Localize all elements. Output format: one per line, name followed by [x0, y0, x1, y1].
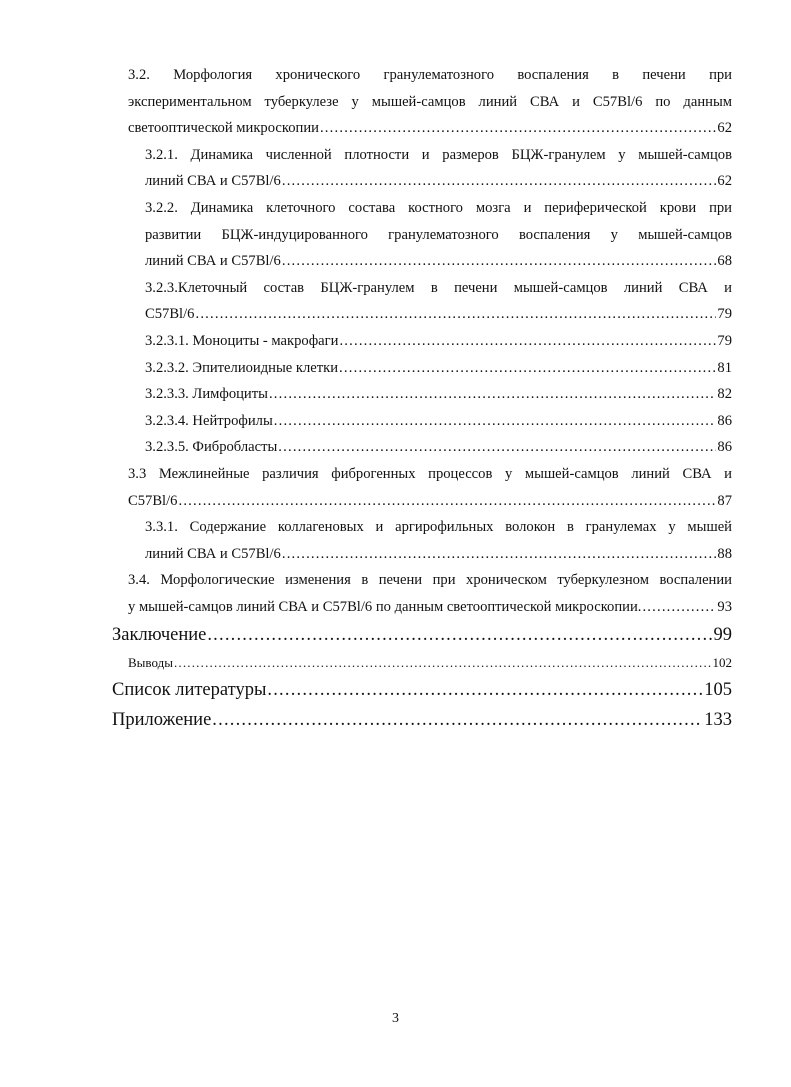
toc-page-number: 87 — [717, 492, 732, 509]
toc-last-line — [112, 675, 732, 705]
toc-line: 3.2.1. Динамика численной плотности и размеров БЦЖ-гранулем у мышей-самцов — [145, 146, 732, 163]
toc-entry-references[interactable] — [112, 675, 732, 705]
toc-line: 3.2.3.5. Фибробласты — [145, 439, 278, 456]
toc-last-line — [145, 328, 732, 355]
toc-page-number: 133 — [704, 710, 732, 731]
toc-entry-conclusion[interactable] — [112, 620, 732, 650]
toc-page-number: 86 — [717, 439, 732, 456]
toc-last-line — [145, 408, 732, 435]
toc-page-number: 99 — [713, 625, 732, 646]
toc-page-number: 62 — [717, 173, 732, 190]
toc-line: линий СВА и C57Bl/6 — [145, 253, 281, 270]
toc-last-line — [112, 705, 732, 735]
toc-page-number: 105 — [704, 680, 732, 701]
toc-page-number: 81 — [717, 359, 732, 376]
dot-leader — [269, 381, 716, 408]
toc-line: Список литературы — [112, 680, 267, 701]
toc-last-line — [128, 115, 732, 142]
toc-entry-findings[interactable] — [112, 650, 732, 675]
dot-leader — [207, 620, 712, 650]
toc-last-line — [128, 488, 732, 515]
toc-page-number: 102 — [712, 655, 732, 671]
dot-leader — [274, 408, 717, 435]
toc-page-number: 82 — [717, 386, 732, 403]
toc-entry-3-2-3[interactable] — [112, 275, 732, 328]
toc-entry-appendix[interactable] — [112, 705, 732, 735]
toc-line: линий СВА и C57Bl/6 — [145, 545, 281, 562]
toc-line: 3.2.2. Динамика клеточного состава костного мозга и периферической крови при — [145, 199, 732, 216]
toc-entry-3-3[interactable] — [112, 461, 732, 514]
toc-entry-3-2-3-1[interactable] — [112, 328, 732, 355]
toc-line: светооптической микроскопии — [128, 120, 319, 137]
toc-line: у мышей-самцов линий СВА и C57Bl/6 по данным светооптической микроскопии. — [128, 598, 642, 615]
toc-entry-3-2[interactable] — [112, 62, 732, 142]
toc-last-line — [145, 355, 732, 382]
toc-page-number: 93 — [717, 598, 732, 615]
toc-entry-3-2-3-4[interactable] — [112, 408, 732, 435]
dot-leader — [320, 115, 716, 142]
dot-leader — [339, 328, 716, 355]
toc-last-line — [145, 434, 732, 461]
dot-leader — [278, 434, 716, 461]
toc-line: 3.3.1. Содержание коллагеновых и аргирофильных волокон в гранулемах у мышей — [145, 519, 732, 536]
toc-line: 3.4. Морфологические изменения в печени при хроническом туберкулезном воспалении — [128, 572, 732, 589]
toc-last-line — [128, 594, 732, 621]
page-number: 3 — [392, 1011, 399, 1026]
toc-page-number: 79 — [717, 306, 732, 323]
toc-entry-3-4[interactable] — [112, 567, 732, 620]
dot-leader — [282, 168, 717, 195]
toc-last-line — [145, 381, 732, 408]
toc-page-number: 79 — [717, 332, 732, 349]
toc-entry-3-2-3-5[interactable] — [112, 434, 732, 461]
toc-page-number: 86 — [717, 412, 732, 429]
toc-page-number: 68 — [717, 253, 732, 270]
toc-entry-3-2-3-3[interactable] — [112, 381, 732, 408]
toc-last-line — [145, 248, 732, 275]
toc-line: C57Bl/6 — [128, 492, 178, 509]
toc-entry-3-2-3-2[interactable] — [112, 355, 732, 382]
dot-leader — [178, 488, 716, 515]
toc-page-number: 62 — [717, 120, 732, 137]
toc-last-line — [145, 541, 732, 568]
toc-line: 3.3 Межлинейные различия фиброгенных процессов у мышей-самцов линий СВА и — [128, 465, 732, 482]
dot-leader — [174, 650, 712, 675]
toc-line: развитии БЦЖ-индуцированного гранулематозного воспаления у мышей-самцов — [145, 226, 732, 243]
toc-line: Выводы — [128, 655, 173, 671]
toc-last-line — [128, 650, 732, 675]
toc-last-line — [112, 620, 732, 650]
toc-line: Заключение — [112, 625, 207, 646]
toc-entry-3-2-1[interactable] — [112, 142, 732, 195]
dot-leader — [642, 594, 716, 621]
dot-leader — [282, 248, 717, 275]
toc-line: экспериментальном туберкулезе у мышей-самцов линий СВА и C57Bl/6 по данным — [128, 93, 732, 110]
dot-leader — [195, 301, 716, 328]
toc-line: 3.2.3.1. Моноциты - макрофаги — [145, 332, 339, 349]
dot-leader — [282, 541, 717, 568]
toc-entry-3-3-1[interactable] — [112, 514, 732, 567]
toc-page-number: 88 — [717, 545, 732, 562]
toc-line: 3.2.3.4. Нейтрофилы — [145, 412, 273, 429]
dot-leader — [267, 675, 703, 705]
toc-line: 3.2. Морфология хронического гранулематозного воспаления в печени при — [128, 67, 732, 83]
toc-last-line — [145, 168, 732, 195]
table-of-contents — [112, 62, 732, 735]
toc-line: 3.2.3.Клеточный состав БЦЖ-гранулем в печени мышей-самцов линий СВА и — [145, 279, 732, 296]
dot-leader — [339, 355, 716, 382]
toc-line: 3.2.3.3. Лимфоциты — [145, 386, 268, 403]
toc-last-line — [145, 301, 732, 328]
toc-line: Приложение — [112, 710, 212, 731]
dot-leader — [212, 705, 703, 735]
toc-line: линий СВА и C57Bl/6 — [145, 173, 281, 190]
toc-entry-3-2-2[interactable] — [112, 195, 732, 275]
toc-line: 3.2.3.2. Эпителиоидные клетки — [145, 359, 339, 376]
toc-line: C57Bl/6 — [145, 306, 195, 323]
